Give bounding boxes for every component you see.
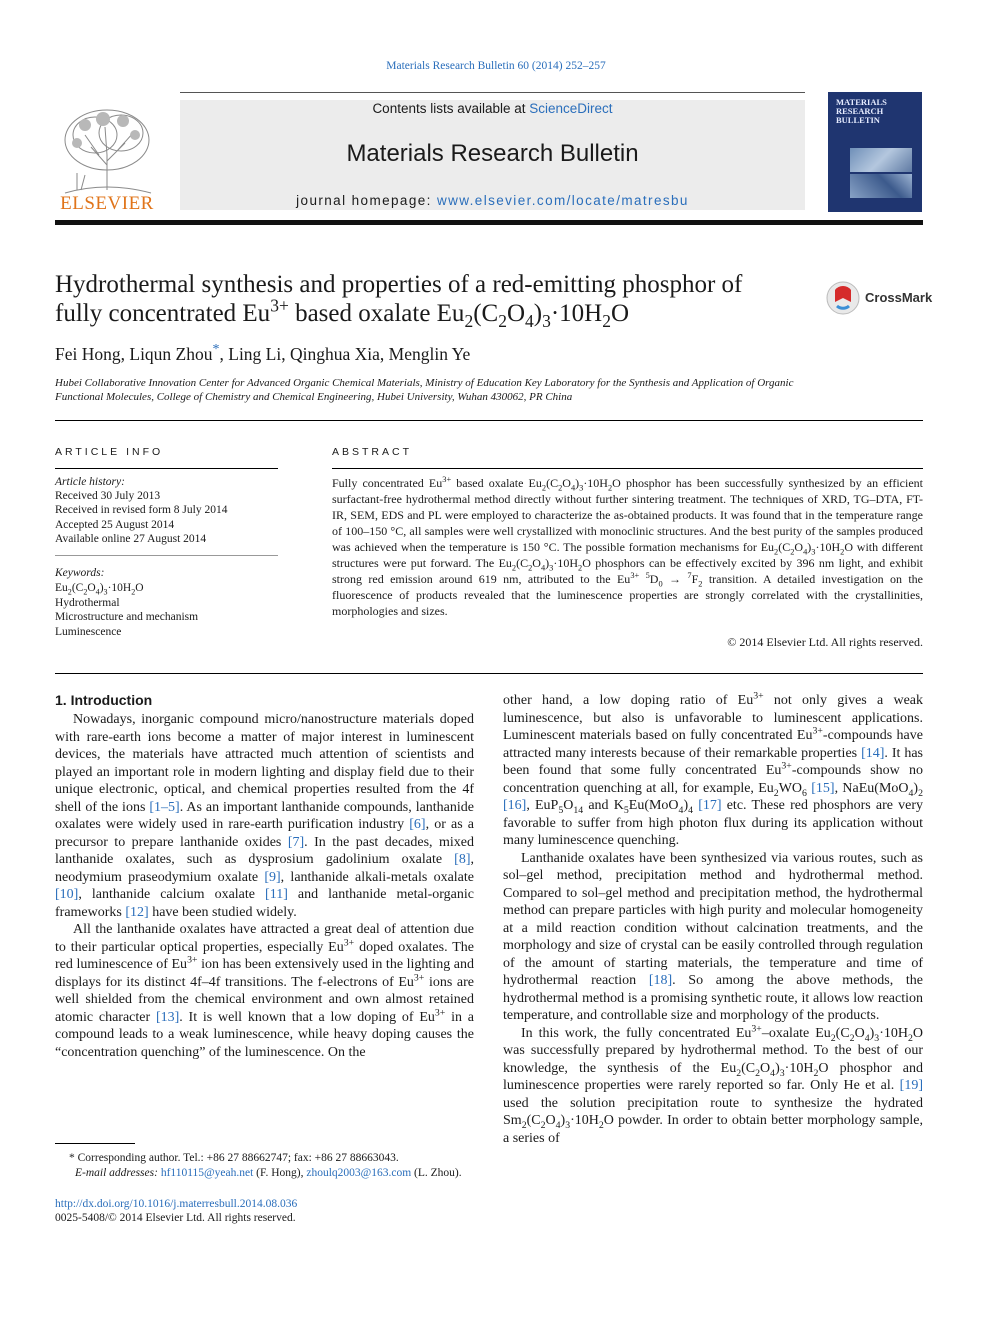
- abstract-heading: ABSTRACT: [332, 446, 413, 458]
- keyword: $Eu_2(C_2O_4)_3\cdot 10H_2O$: [55, 581, 144, 597]
- email-owner: (F. Hong),: [253, 1167, 307, 1179]
- header-top-rule: [180, 92, 805, 93]
- crossmark-badge[interactable]: [825, 280, 935, 316]
- footnote-rule: [55, 1143, 135, 1144]
- keyword: Microstructure and mechanism: [55, 611, 199, 624]
- article-history: [55, 475, 285, 546]
- keyword: Hydrothermal: [55, 596, 120, 609]
- revised-date: Received in revised form 8 July 2014: [55, 504, 228, 517]
- cover-image: [850, 174, 912, 198]
- title-part: fully concentrated Eu: [55, 300, 271, 327]
- corresponding-text: Corresponding author. Tel.: +86 27 88662747; fax: +86 27 88663043.: [77, 1152, 399, 1164]
- crossmark-label: CrossMark: [865, 290, 933, 305]
- title-part: based oxalate Eu: [288, 300, 465, 327]
- paragraph: All the lanthanide oxalates have attracted a great deal of attention due to their particular optical properties, especially $Eu^{3+}$ doped oxalates. The red luminescence of $Eu^{3+}$ ion has been extensively used in the lighting and displays for its distinct 4f–4f transitions. The f-electrons of $Eu^{3+}$ ions are well shielded from the chemical environment and own almost retained atomic character [13]. It is well known that a low doping of $Eu^{3+}$ in a compound leads to a weak luminescence, while heavy doping causes the “concentration quenching” of the luminescence. On the: [55, 922, 474, 1060]
- cover-image: [850, 148, 912, 172]
- elsevier-wordmark: ELSEVIER: [60, 193, 154, 214]
- doi-link[interactable]: http://dx.doi.org/10.1016/j.materresbull.2014.08.036: [55, 1198, 298, 1210]
- email-link[interactable]: zhoulq2003@163.com: [306, 1167, 412, 1179]
- contents-prefix: Contents lists available at: [372, 101, 530, 116]
- contents-line: [180, 101, 805, 116]
- keywords: [55, 566, 285, 640]
- corresponding-author-note: * Corresponding author. Tel.: +86 27 88662747; fax: +86 27 88663043.: [69, 1152, 399, 1164]
- paragraph: Lanthanide oxalates have been synthesized via various routes, such as sol–gel method, precipitation method and hydrothermal method. Compared to sol–gel method and precipitation method, the hydrothermal method can prepare particles with high purity and molecular homogeneity at a mild reaction condition without calcination treatments, and the morphology and size of crystal can be easily controlled through regulation of the amount of starting materials, the temperature and time of hydrothermal reaction [18]. So among the above methods, the hydrothermal method is a promising synthetic route, it allows low reaction temperature, and controllable size and morphology of the products.: [503, 850, 923, 1023]
- doi-block: [55, 1197, 297, 1225]
- divider: [55, 420, 923, 421]
- abstract-text: Fully concentrated $Eu^{3+}$ based oxalate $Eu_2(C_2O_4)_3\cdot 10H_2O$ phosphor has been successfully synthesized by an efficient surfactant-free hydrothermal method directly without further sintering treatment. The techniques of XRD, TG–DTA, FT-IR, SEM, EDS and PL were employed to characterize the as-obtained products. It was found that in the temperature range of 100–150 °C, all samples were well crystallized with monoclinic structures. And the best purity of the samples produced was achieved when the temperature is 150 °C. The possible formation mechanisms for $Eu_2(C_2O_4)_3\cdot 10H_2O$ with different structures were put forward. The $Eu_2(C_2O_4)_3\cdot 10H_2O$ phosphors can be effectively excited by 396 nm light, and exhibit strong red emission around 619 nm, attributed to the $Eu^{3+}$ $^5D_0 \to ^7F_2$ transition. A detailed investigation on the fluorescence of products revealed that the luminescence properties are strongly correlated with the crystallinities, morphologies and sizes.: [332, 475, 924, 618]
- cover-title: MATERIALS RESEARCH BULLETIN: [836, 97, 887, 125]
- paragraph: In this work, the fully concentrated $Eu^{3+}$–oxalate $Eu_2(C_2O_4)_3\cdot 10H_2O$ was successfully prepared by hydrothermal method. To the best of our knowledge, the synthesis of the $Eu_2(C_2O_4)_3\cdot 10H_2O$ phosphor and luminescence properties were rarely reported so far. Only He et al. [19] used the solution precipitation route to synthesize the hydrated $Sm_2(C_2O_4)_3\cdot 10H_2O$ powder. In order to obtain better morphology sample, a series of: [503, 1022, 923, 1146]
- body-column-right: [503, 692, 923, 1147]
- history-label: Article history:: [55, 476, 125, 488]
- email-addresses: [55, 1166, 475, 1181]
- author-list: [55, 344, 470, 365]
- online-date: Available online 27 August 2014: [55, 532, 207, 545]
- crossmark-icon: [825, 280, 861, 316]
- sciencedirect-link[interactable]: ScienceDirect: [529, 101, 613, 116]
- article-info-heading: ARTICLE INFO: [55, 446, 164, 458]
- journal-title: Materials Research Bulletin: [346, 140, 639, 167]
- elsevier-logo[interactable]: [55, 95, 159, 215]
- accepted-date: Accepted 25 August 2014: [55, 518, 175, 531]
- authors-part: , Ling Li, Qinghua Xia, Menglin Ye: [219, 344, 471, 364]
- journal-reference[interactable]: Materials Research Bulletin 60 (2014) 252–257: [386, 60, 606, 72]
- affiliation: Hubei Collaborative Innovation Center for Advanced Organic Chemical Materials, Ministry of Education Key Laboratory for the Synthesis and Application of Organic Functional Molecules, College of Chemistry and Chemical Engineering, Hubei University, Wuhan 430062, PR China: [55, 377, 794, 403]
- email-link[interactable]: hf110115@yeah.net: [160, 1167, 254, 1179]
- header-divider: [55, 220, 923, 225]
- divider: [55, 555, 278, 556]
- keywords-label: Keywords:: [55, 567, 105, 579]
- authors-part: Fei Hong, Liqun Zhou: [55, 344, 213, 364]
- title-sup: 3+: [270, 295, 289, 316]
- email-label: E-mail addresses:: [75, 1167, 161, 1179]
- copyright-notice: © 2014 Elsevier Ltd. All rights reserved.: [727, 635, 923, 649]
- divider: [55, 468, 278, 469]
- footnote: [55, 1151, 475, 1181]
- title-line-1: Hydrothermal synthesis and properties of a red-emitting phosphor of: [55, 271, 743, 298]
- corresponding-author-marker[interactable]: *: [212, 342, 220, 358]
- journal-homepage: [180, 193, 805, 208]
- keyword: Luminescence: [55, 626, 122, 639]
- homepage-link[interactable]: www.elsevier.com/locate/matresbu: [436, 193, 689, 208]
- homepage-prefix: journal homepage:: [296, 193, 437, 208]
- journal-cover-thumbnail[interactable]: [828, 92, 922, 212]
- received-date: Received 30 July 2013: [55, 490, 161, 503]
- paragraph: other hand, a low doping ratio of $Eu^{3+}$ not only gives a weak luminescence, but also is unfavorable to luminescent applications. Luminescent materials based on fully concentrated $Eu^{3+}$-compounds have attracted many interests because of their remarkable properties [14]. It has been found that some fully concentrated $Eu^{3+}$-compounds show no concentration quenching at all, for example, $Eu_2WO_6$ [15], $NaEu(MoO_4)_2$ [16], $EuP_5O_{14}$ and $K_5Eu(MoO_4)_4$ [17] etc. These red phosphors are very favorable to suffer from high photon flux during its application without many luminescence quenching.: [503, 690, 923, 848]
- paper-title: [55, 270, 815, 331]
- body-column-left: [55, 711, 474, 1061]
- email-owner: (L. Zhou).: [411, 1167, 462, 1179]
- divider: [332, 468, 923, 469]
- paragraph: Nowadays, inorganic compound micro/nanostructure materials doped with rare-earth ions become a matter of major interest in luminescent devices, the materials have attracted much attention of scientists and played an important role in modern lighting and display field due to their unique electronic, optical, and chemical properties resulted from the 4f shell of the ions [1–5]. As an important lanthanide compounds, lanthanide oxalates were widely used in rare-earth purification industry [6], or as a precursor to prepare lanthanide oxides [7]. In the past decades, mixed lanthanide oxalates, such as dysprosium gadolinium oxalate [8], neodymium praseodymium oxalate [9], lanthanide alkali-metals oxalate [10], lanthanide calcium oxalate [11] and lanthanide metal-organic frameworks [12] have been studied widely.: [55, 712, 475, 920]
- issn-line: 0025-5408/© 2014 Elsevier Ltd. All rights reserved.: [55, 1212, 296, 1224]
- section-heading-introduction: 1. Introduction: [55, 692, 153, 708]
- divider: [55, 673, 923, 674]
- title-line-2: fully concentrated $Eu^{3+}$ based oxalate $Eu_2(C_2O_4)_3\cdot 10H_2O$: [55, 295, 630, 331]
